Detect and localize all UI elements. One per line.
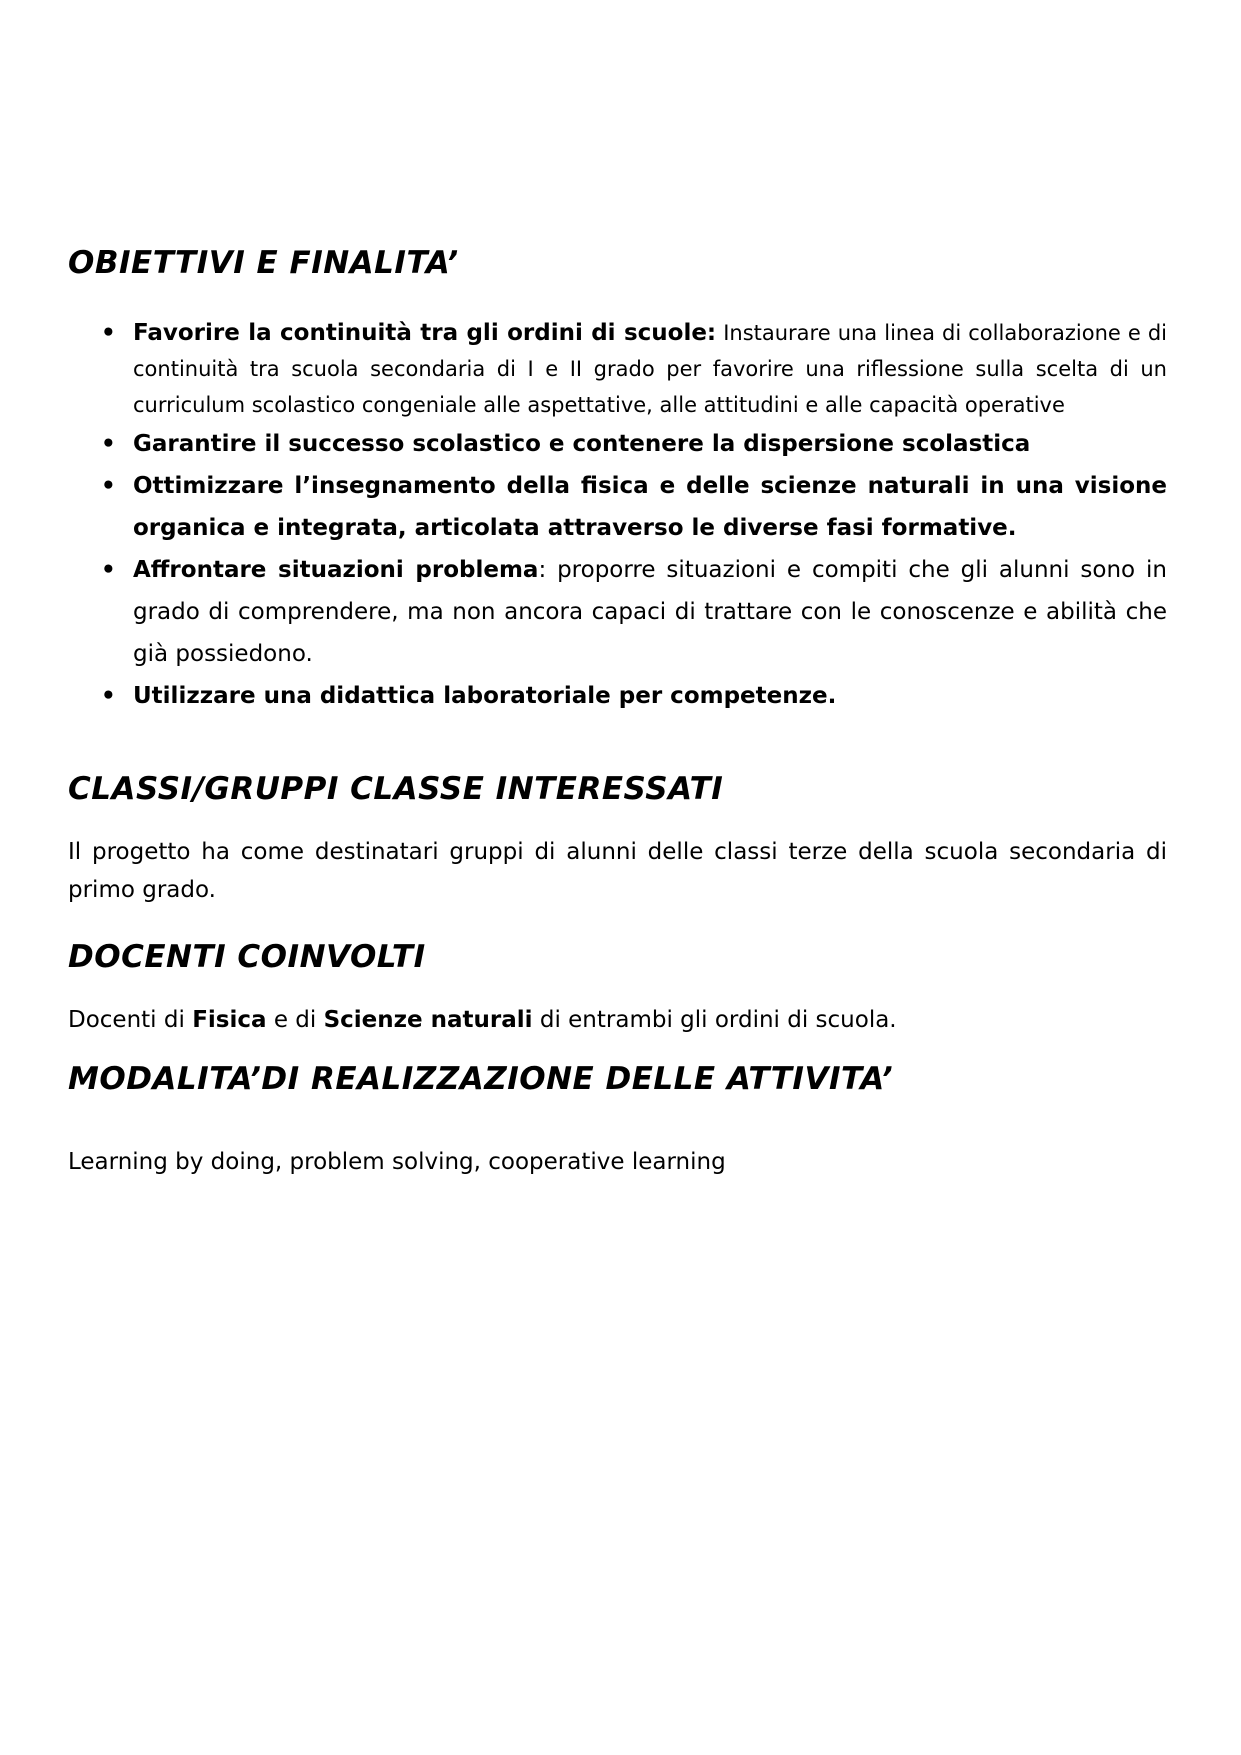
section-heading-modalita: MODALITA’DI REALIZZAZIONE DELLE ATTIVITA’	[68, 1061, 894, 1097]
bullet-ottimizzare-insegnamento	[68, 465, 1167, 549]
docenti-bold-scienze: Scienze naturali	[323, 1007, 533, 1033]
classi-paragraph: Il progetto ha come destinatari gruppi di alunni delle classi terze della scuola secondaria di primo grado.	[68, 839, 1167, 903]
bullet-utilizzare-didattica	[68, 675, 1167, 717]
bullet-affrontare-situazioni	[68, 549, 1167, 675]
bullet-favorire-continuita	[68, 315, 1167, 423]
bullet-lead: Utilizzare una didattica laboratoriale per competenze.	[133, 683, 837, 709]
bullet-garantire-successo	[68, 423, 1167, 465]
bullet-lead: Ottimizzare l’insegnamento della fisica e delle scienze naturali in una visione organica e integrata, articolata attraverso le diverse fasi formative.	[133, 473, 1167, 541]
docenti-paragraph	[68, 1001, 1167, 1039]
obiettivi-bullet-list	[68, 315, 1167, 717]
bullet-lead: Garantire il successo scolastico e contenere la dispersione scolastica	[133, 431, 1031, 457]
docenti-text-part: Docenti di	[68, 1007, 193, 1033]
docenti-text-part: e di	[266, 1007, 324, 1033]
docenti-text-part: di entrambi gli ordini di scuola.	[532, 1007, 897, 1033]
modalita-paragraph: Learning by doing, problem solving, cooperative learning	[68, 1149, 726, 1175]
section-heading-docenti: DOCENTI COINVOLTI	[68, 939, 426, 975]
section-heading-obiettivi: OBIETTIVI E FINALITA’	[68, 245, 459, 281]
bullet-rest: Instaurare una linea di collaborazione e di continuità tra scuola secondaria di I e II grado per favorire una riflessione sulla scelta di un curriculum scolastico congeniale alle aspettative, alle attitudini e alle capacità operative	[133, 321, 1167, 417]
section-heading-classi: CLASSI/GRUPPI CLASSE INTERESSATI	[68, 771, 724, 807]
bullet-rest: : proporre situazioni e compiti che gli alunni sono in grado di comprendere, ma non ancora capaci di trattare con le conoscenze e abilità che già possiedono.	[133, 557, 1167, 667]
bullet-lead: Affrontare situazioni problema	[133, 557, 539, 583]
bullet-lead: Favorire la continuità tra gli ordini di scuole:	[133, 320, 717, 346]
docenti-bold-fisica: Fisica	[192, 1007, 267, 1033]
